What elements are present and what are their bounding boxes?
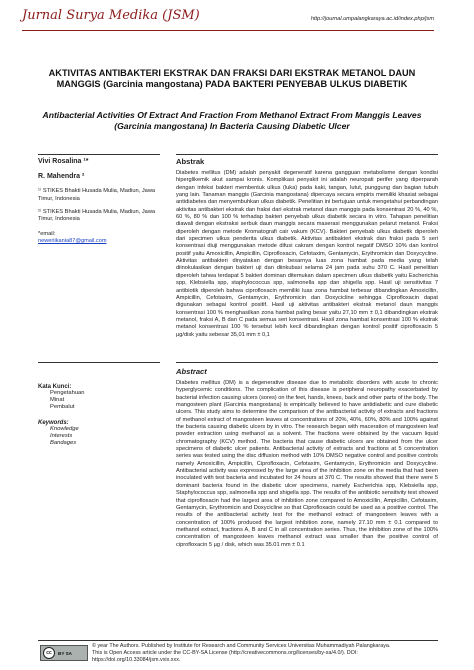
author-2: R. Mahendra ² <box>38 173 85 181</box>
kata-kunci-label: Kata Kunci: <box>38 384 72 390</box>
kata-kunci-2: Minat <box>50 397 65 404</box>
kata-kunci-1: Pengetahuan <box>50 390 85 396</box>
license-line-2 <box>92 650 438 657</box>
license-footer <box>92 643 438 663</box>
header-divider <box>22 30 434 31</box>
keywords-block <box>38 384 158 447</box>
keyword-2: Interests <box>50 432 73 439</box>
author-info <box>38 158 158 246</box>
keywords-label: Keywords: <box>38 419 69 426</box>
abstract-heading: Abstract <box>176 367 207 376</box>
abstrak-heading: Abstrak <box>176 157 205 166</box>
email-label: *email: <box>38 231 56 238</box>
cc-icon: cc <box>43 647 55 659</box>
abstract-text: Diabetes mellitus (DM) is a degenerative disease due to metabolic disorders with acute to chronic hyperglycemic conditions. The complication of this disease is peripheral neuropathy exacerbated by bacterial infection causing ulcers (sores) on the feet, hands, knees, back and other parts of the body. The mangosteen plant (Garcinia mangostana) is empirically believed to have antidiabetic and cure diabetic ulcers. This study aims to determine the comparison of the antibacterial activity of extracts and fractions of methanol extract of mangosteen leaves at concentrations of 20%, 40%, 60%, 80% and 100% against the bacteria causing diabetic ulcers by in vitro. The research began with maceration of mangosteen leaf powder extraction using methanol as a solvent. The fractions were obtained by the vacuum liquid chromatography (KCV) method. The bacteria that cause diabetic ulcers are obtained from the ulcer specimens of diabetic ulcer patients. Antibacterial activity of extracts and fractions at 5 concentration series was tested using the disc diffusion method with 10% DMSO negative control and positive controls namely Amoxicillin, Ampicillin, Ciprofloxacin, Cefotaxim, Gentamycin, Erythromicin and Doxycycline. Antibacterial activity was expressed by the large area of the inhibition zone on the media that had been inoculated with test bacteria and incubated for 24 hours at 370 C. The results showed that there were 5 dominant bacteria found in the diabetic ulcer specimens, namely Escherichia spp, Klebsiella spp, Staphylococcus spp, salmonella spp and shigella spp. The results of the antibiotic sensitivity test showed that ciprofloxacin had the largest area of inhibition zone compared to Amoxicillin, Ampicillin, Cefotaxim, Gentamycin, Erythromicin and Doxycicline so that Ciprofloxacin could be used as a positive control. The results of the antibacterial activity test for the methanol extract of mangosteen leaves with a concentration of 100% produced the largest inhibition zone, namely 27.10 mm ± 0.1 compared to methanol extract, fractions A, B and C in all concentration series. Thus, the inhibition zone of the 100% concentration of mangosteen leaves methanol extract was smaller than the positive control of ciprofloxacin 5 µg / disk, which was 35.01 mm ± 0.1 <box>176 380 438 548</box>
article-english-title: Antibacterial Activities Of Extract And Fraction From Methanol Extract From Manggis Leaves (Garcinia mangostana) In Bacteria Causing Diabetic Ulcer <box>42 110 422 132</box>
journal-name: Jurnal Surya Medika (JSM) <box>22 8 200 23</box>
journal-url[interactable]: http://journal.umpalangkaraya.ac.id/index.php/jsm <box>310 16 434 22</box>
license-line-1: © year The Authors. Published by Institute for Research and Community Services Universitas Muhammadiyah Palangkaraya. <box>92 643 391 649</box>
affiliation-2: ²⁾ STIKES Bhakti Husada Mulia, Madiun, Jawa Timur, Indonesia <box>38 208 156 223</box>
kata-kunci-3: Pembalut <box>50 404 75 411</box>
doi-link[interactable]: https://doi.org/10.33084/jsm.vxix.xxx. <box>92 656 181 663</box>
abstract-section <box>176 367 438 633</box>
abstrak-section <box>176 157 438 367</box>
abstrak-text: Diabetes mellitus (DM) adalah penyakit degeneratif karena gangguan metabolisme dengan kondisi hiperglikemik akut sampai kronis. Komplikasi penyakit ini adalah neuropati perifer yang diperparah dengan infeksi bakteri membentuk ulkus (luka) pada kaki, tangan, lutut, punggung dan bagian tubuh yang lain. Tanaman manggis (Garcinia mangostana) dipercaya secara empiris memiliki khasiat sebagai antidiabetes dan menyembuhkan ulkus diabetik. Penelitian ini bertujuan untuk mengetahui perbandingan aktivitas antibakteri ekstrak dan fraksi dari ekstrak metanol daun manggis pada konsentrasi 20 %, 40 %, 60 %, 80 % dan 100 % terhadap bakteri penyebab ulkus diabetik secara in vitro. Tahapan penelitian diawali dengan ekstraksi serbuk daun manggis secara maserasi menggunakan pelarut metanol. Fraksi diperoleh dengan metode Kromatografi cair vakum (KCV). Bakteri penyebab ulkus diabetik diperoleh dari specimen ulkus penderita ulkus diabetik. Aktivitas antibakteri ekstrak dan fraksi pada 5 seri konsentrasi diuji menggunakan metode difusi cakram dengan kontrol negatif DMSO 10% dan kontrol positif yaitu Amoxicillin, Ampicillin, Ciprofloxacin, Cefotaxim, Gentamycin, Erythromicin dan Doxycycline. Aktivitas antibakteri dinyatakan dengan besarnya luas zona hambat pada media yang telah diinokulasikan dengan bakteri uji dan diinkubasi selama 24 jam pada suhu 370 C. Hasil penelitian diperoleh tahwa terdapat 5 bakteri dominan ditemukan dalam specimen ulkus diabetik yaitu Escherichia spp, Klebsiella spp, staphylococcus spp, salmonella spp dan shigella spp. Hasil uji sensitivitas 7 antibiotik diperoleh bahwa ciprofloxacin memiliki luas zona hambat terbesar dibandingkan Amoxicillin, Ampicillin, Cefotaxim, Gentamycin, Erythromicin dan Doxycicline sehingga Ciprofloxacin dapat digunakan sebagai kontrol positif. Hasil uji aktivitas antibakteri ekstrak metanol daun manggis konsentrasi 100 % menghasilkan zona hambat paling besar yaitu 27,10 mm ± 0,1 dibandingkan ekstrak metanol, fraksi A, B dan C pada semua seri konsentrasi. Hasil zona hambat konsentrasi 100 % ekstrak metanol konsentrasi 100 % tersebut lebih kecil dibandingkan dengan kontrol positif ciprofloxacin 5 µg/disk yaitu sebesar 35,01 mm ± 0,1 <box>176 170 438 338</box>
cc-license-badge[interactable] <box>40 645 88 661</box>
right-divider-mid <box>176 362 438 363</box>
license-line-2-text: This is Open Access article under the CC-BY-SA License (http://creativecommons.org/licenses/by-sa/4.0/). DOI: <box>92 649 358 656</box>
cc-badge-label: BY SA <box>58 650 72 656</box>
keyword-1: Knowledge <box>50 425 79 432</box>
left-divider-top <box>38 154 160 155</box>
footer-divider <box>38 640 438 641</box>
left-divider-mid <box>38 362 160 363</box>
author-1: Vivi Rosalina ¹* <box>38 158 89 165</box>
right-divider-top <box>176 154 438 155</box>
affiliation-1: ¹⁾ STIKES Bhakti Husada Mulia, Madiun, Jawa Timur, Indonesia <box>38 188 156 202</box>
keyword-3: Bandages <box>50 440 77 447</box>
email-link[interactable]: neweriikania87@gmail.com <box>38 238 107 245</box>
article-title: AKTIVITAS ANTIBAKTERI EKSTRAK DAN FRAKSI DARI EKSTRAK METANOL DAUN MANGGIS (Garcinia mangostana) PADA BAKTERI PENYEBAB ULKUS DIABETIK <box>48 68 416 90</box>
